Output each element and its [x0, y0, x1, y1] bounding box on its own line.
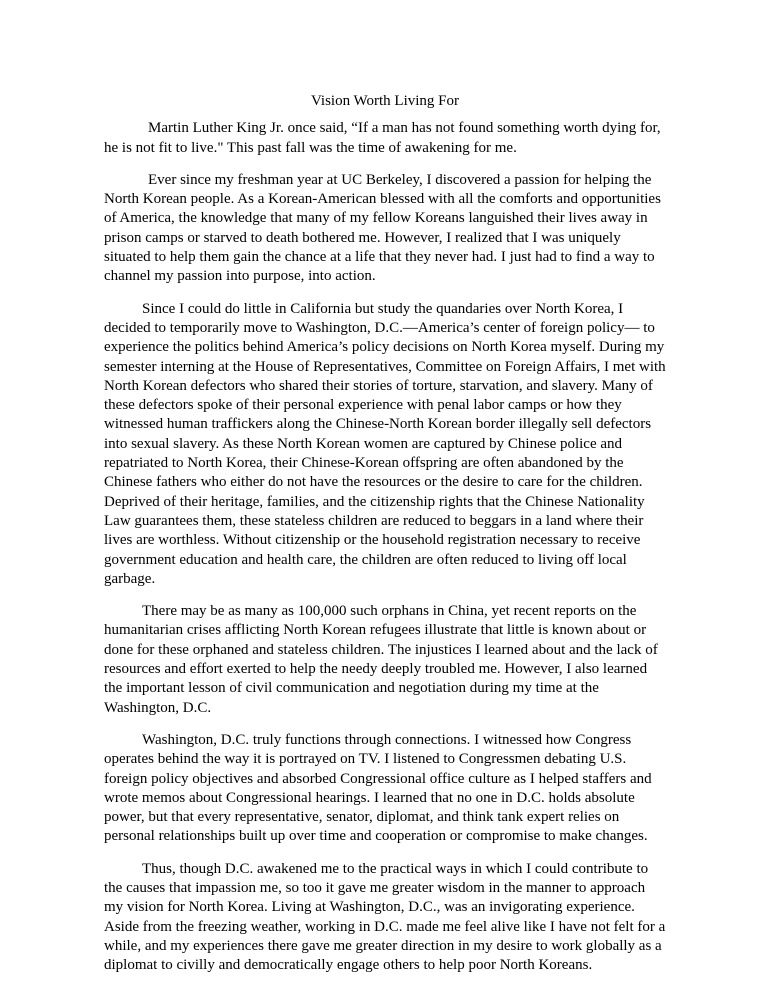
paragraph-6: Thus, though D.C. awakened me to the practical ways in which I could contribute to the causes that impassion me, so too it gave me greater wisdom in the manner to approach my vision for North Korea. Living at Washington, D.C., was an invigorating experience. Aside from the freezing weather, working in D.C. made me feel alive like I have not felt for a while, and my experiences there gave me greater direction in my desire to work globally as a diplomat to civilly and democratically engage others to help poor North Koreans. [104, 860, 666, 974]
paragraph-2: Ever since my freshman year at UC Berkeley, I discovered a passion for helping the North Korean people. As a Korean-American blessed with all the comforts and opportunities of America, the knowledge that many of my fellow Koreans languished their lives away in prison camps or starved to death bothered me. However, I realized that I was uniquely situated to help them gain the chance at a life that they never had. I just had to find a way to channel my passion into purpose, into action. [104, 171, 661, 285]
paragraph-4: There may be as many as 100,000 such orphans in China, yet recent reports on the humanitarian crises afflicting North Korean refugees illustrate that little is known about or done for these orphaned and stateless children. The injustices I learned about and the lack of resources and effort exerted to help the needy deeply troubled me. However, I also learned the important lesson of civil communication and negotiation during my time at the Washington, D.C. [104, 603, 658, 716]
document-title: Vision Worth Living For [310, 93, 460, 109]
paragraph-1: Martin Luther King Jr. once said, “If a man has not found something worth dying for, he is not fit to live." This past fall was the time of awakening for me. [104, 120, 661, 156]
paragraph-3: Since I could do little in California but study the quandaries over North Korea, I decided to temporarily move to Washington, D.C.—America’s center of foreign policy— to experience the politics behind America’s policy decisions on North Korea myself. During my semester interning at the House of Representatives, Committee on Foreign Affairs, I met with North Korean defectors who shared their stories of torture, starvation, and slavery. Many of these defectors spoke of their personal experience with penal labor camps or how they witnessed human traffickers along the Chinese-North Korean border illegally sell defectors into sexual slavery. As these North Korean women are captured by Chinese police and repatriated to North Korea, their Chinese-Korean offspring are often abandoned by the Chinese fathers who either do not have the resources or the desire to care for the children. Deprived of their heritage, families, and the citizenship rights that the Chinese Nationality Law guarantees them, these stateless children are reduced to beggars in a land where their lives are worthless. Without citizenship or the household registration necessary to receive government education and health care, the children are often reduced to living off local garbage. [104, 300, 666, 587]
document-body [104, 92, 666, 988]
paragraph-5: Washington, D.C. truly functions through connections. I witnessed how Congress operates behind the way it is portrayed on TV. I listened to Congressmen debating U.S. foreign policy objectives and absorbed Congressional office culture as I helped staffers and wrote memos about Congressional hearings. I learned that no one in D.C. holds absolute power, but that every representative, senator, diplomat, and think tank expert relies on personal relationships built up over time and cooperation or compromise to make changes. [104, 731, 652, 845]
